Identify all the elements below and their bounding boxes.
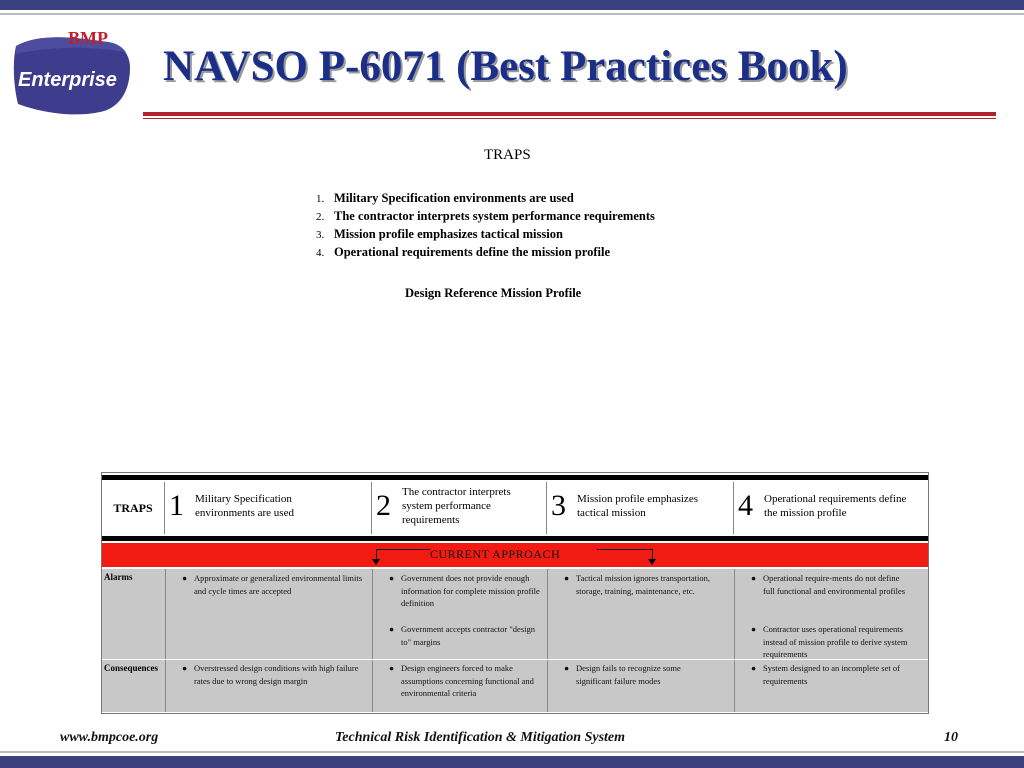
trap-number: 1 [169, 489, 184, 522]
traps-list-item: 1. Military Specification environments are used [316, 191, 574, 205]
column-divider [547, 660, 548, 712]
alarm-bullet: ● Operational require-ments do not define full functional and environmental profiles [751, 573, 906, 596]
alarm-bullet: ● Tactical mission ignores transportation, storage, training, maintenance, etc. [564, 573, 710, 596]
traps-row [102, 482, 928, 534]
bmp-enterprise-logo [10, 24, 134, 120]
traps-list-item: 2. The contractor interprets system performance requirements [316, 209, 655, 223]
alarm-bullet: ● Approximate or generalized environmental limits and cycle times are accepted [182, 573, 363, 596]
column-divider [165, 660, 166, 712]
column-divider [165, 569, 166, 659]
trap-cell-2 [372, 482, 547, 534]
consequences-label: Consequences [104, 663, 159, 673]
page-number: 10 [944, 730, 958, 745]
bottom-band-thin [0, 751, 1024, 753]
consequence-bullet: ● Design fails to recognize some significant failure modes [564, 663, 681, 686]
trap-text: The contractor interprets system performance requirements [402, 486, 511, 526]
arrow-down-icon [372, 559, 380, 565]
consequence-bullet: ● Overstressed design conditions with high failure rates due to wrong design margin [182, 663, 359, 686]
trap-cell-4 [734, 482, 928, 534]
column-divider [547, 569, 548, 659]
footer-website: www.bmpcoe.org [60, 730, 159, 745]
trap-text: Military Specification environments are used [195, 493, 294, 519]
traps-list-item: 3. Mission profile emphasizes tactical mission [316, 227, 563, 241]
bottom-band [0, 756, 1024, 768]
svg-text:Enterprise: Enterprise [18, 69, 117, 91]
diagram-title: Design Reference Mission Profile [405, 286, 582, 300]
consequences-row [102, 660, 928, 712]
trap-cell-3 [547, 482, 734, 534]
title-rule [143, 112, 996, 116]
consequence-bullet: ● System designed to an incomplete set of requirements [751, 663, 900, 686]
table-top-bar [102, 475, 928, 480]
alarm-bullet: ● Government accepts contractor "design to" margins [389, 624, 535, 647]
alarms-label: Alarms [104, 572, 133, 582]
arrow-line-left [376, 549, 430, 550]
traps-list [316, 189, 655, 261]
slide-title: NAVSO P-6071 (Best Practices Book) [163, 43, 848, 90]
trap-number: 4 [738, 489, 753, 522]
consequence-bullet: ● Design engineers forced to make assumptions concerning functional and environmental criteria [389, 663, 534, 698]
traps-table [101, 472, 929, 714]
current-approach-label: CURRENT APPROACH [430, 547, 561, 561]
alarm-bullet: ● Government does not provide enough information for complete mission profile definition [389, 573, 540, 608]
arrow-down-icon [648, 559, 656, 565]
trap-text: Operational requirements define the mission profile [764, 493, 907, 519]
column-divider [734, 569, 735, 659]
footer-system-name: Technical Risk Identification & Mitigation System [335, 730, 626, 745]
traps-row-label: TRAPS [102, 482, 165, 534]
alarm-bullet: ● Contractor uses operational requirements instead of mission profile to derive system requirements [751, 624, 908, 659]
traps-list-item: 4. Operational requirements define the mission profile [316, 245, 611, 259]
alarms-row [102, 569, 928, 659]
table-mid-bar [102, 536, 928, 541]
title-rule-thin [143, 118, 996, 119]
trap-text: Mission profile emphasizes tactical mission [577, 493, 698, 519]
trap-number: 2 [376, 489, 391, 522]
arrow-line-right [597, 549, 652, 550]
trap-cell-1 [165, 482, 372, 534]
current-approach-bar [102, 543, 928, 567]
column-divider [734, 660, 735, 712]
trap-number: 3 [551, 489, 566, 522]
top-band [0, 0, 1024, 10]
svg-text:BMP: BMP [68, 28, 108, 48]
top-band-thin [0, 13, 1024, 15]
traps-heading: TRAPS [484, 147, 531, 163]
